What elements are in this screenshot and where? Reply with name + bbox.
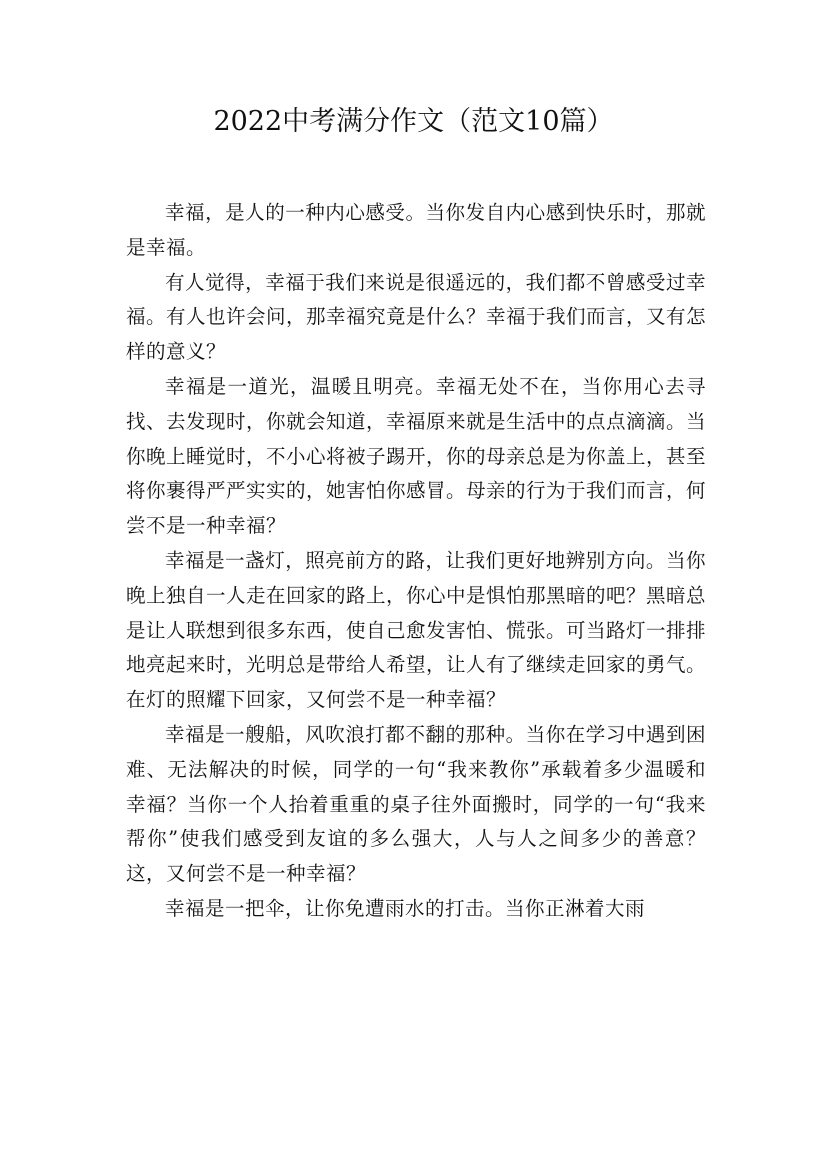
paragraph-2: 有人觉得，幸福于我们来说是很遥远的，我们都不曾感受过幸福。有人也许会问，那幸福究竟是什么？幸福于我们而言，又有怎样的意义？ bbox=[126, 270, 707, 364]
document-title: 2022中考满分作文（范文10篇） bbox=[213, 106, 614, 137]
paragraph-4: 幸福是一盏灯，照亮前方的路，让我们更好地辨别方向。当你晚上独自一人走在回家的路上，你心中是惧怕那黑暗的吧？黑暗总是让人联想到很多东西，使自己愈发害怕、慌张。可当路灯一排排地亮起来时，光明总是带给人希望，让人有了继续走回家的勇气。在灯的照耀下回家，又何尝不是一种幸福？ bbox=[126, 548, 707, 712]
essay-body bbox=[126, 196, 706, 927]
paragraph-6: 幸福是一把伞，让你免遭雨水的打击。当你正淋着大雨 bbox=[165, 896, 646, 920]
paragraph-1: 幸福，是人的一种内心感受。当你发自内心感到快乐时，那就是幸福。 bbox=[126, 201, 706, 259]
paragraph-5: 幸福是一艘船，风吹浪打都不翻的那种。当你在学习中遇到困难、无法解决的时候，同学的一句“我来教你”承载着多少温暖和幸福？当你一个人抬着重重的桌子往外面搬时，同学的一句“我来帮你”使我们感受到友谊的多么强大，人与人之间多少的善意？这，又何尝不是一种幸福？ bbox=[126, 722, 706, 886]
paragraph-3: 幸福是一道光，温暖且明亮。幸福无处不在，当你用心去寻找、去发现时，你就会知道，幸福原来就是生活中的点点滴滴。当你晚上睡觉时，不小心将被子踢开，你的母亲总是为你盖上，甚至将你裹得严严实实的，她害怕你感冒。母亲的行为于我们而言，何尝不是一种幸福？ bbox=[126, 374, 707, 538]
